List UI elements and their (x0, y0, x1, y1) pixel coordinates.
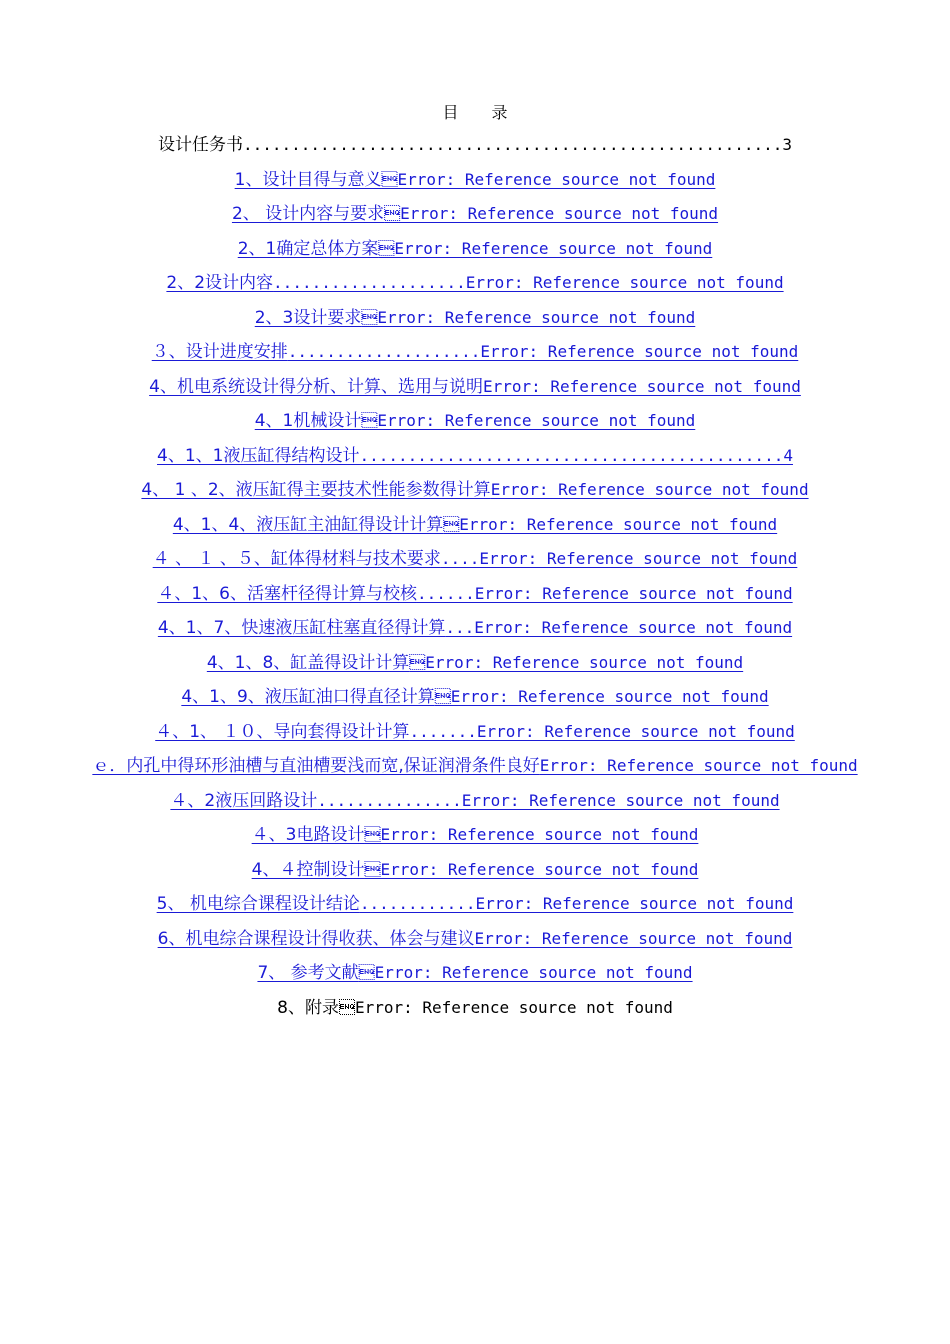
toc-entry-text[interactable]: 4、1、8、缸盖得设计计算 (206, 652, 410, 673)
toc-entry-page[interactable]: ....Error: Reference source not found (440, 549, 798, 568)
toc-entry-page[interactable]: .......Error: Reference source not found (409, 721, 795, 741)
toc-entry-page[interactable]: ............................................4 (359, 445, 793, 465)
toc-entry-text[interactable]: 5、 机电综合课程设计结论 (156, 894, 360, 914)
toc-entry-link[interactable] (0, 718, 950, 753)
toc-entry-text[interactable]: ４ 、 １ 、５、缸体得材料与技术要求 (152, 549, 441, 569)
toc-entry-text[interactable]: ３、设计进度安排 (151, 342, 288, 362)
toc-entry-text[interactable]: ４、1、6、活塞杆径得计算与校核 (157, 583, 417, 604)
toc-entry-page[interactable]: Error: Reference source not found (443, 514, 778, 534)
toc-entry (0, 994, 950, 1029)
toc-entry-page[interactable]: ....................Error: Reference source not found (287, 342, 799, 361)
toc-entry-page[interactable]: Error: Reference source not found (434, 687, 769, 706)
toc-entry-link[interactable] (0, 545, 950, 580)
toc-entry-link[interactable] (0, 200, 950, 235)
toc-entry-text: 设计任务书 (157, 135, 243, 155)
toc-entry-text[interactable]: ｅ．内孔中得环形油槽与直油槽要浅而宽,保证润滑条件良好 (92, 756, 540, 776)
toc-entry-link[interactable] (0, 304, 950, 339)
toc-entry-page[interactable]: Error: Reference source not found (482, 376, 801, 396)
toc-entry-text[interactable]: ４、1、 １０、导向套得设计计算 (155, 721, 410, 742)
toc-entry-page[interactable]: Error: Reference source not found (381, 169, 716, 189)
toc-entry-link[interactable] (0, 476, 950, 511)
toc-entry-page[interactable]: Error: Reference source not found (539, 756, 858, 775)
toc-entry-text[interactable]: 2、3设计要求 (254, 307, 362, 328)
toc-entry-link[interactable] (0, 752, 950, 787)
toc-entry-text[interactable]: ４、3电路设计 (251, 825, 365, 845)
toc-entry-page: ........................................................3 (242, 135, 793, 154)
toc-entry-page[interactable]: Error: Reference source not found (364, 859, 699, 879)
toc-entry-page[interactable]: Error: Reference source not found (361, 411, 696, 430)
toc-entry-page[interactable]: Error: Reference source not found (364, 825, 699, 844)
toc-entry-page[interactable]: ...Error: Reference source not found (445, 618, 793, 637)
toc-entry-link[interactable] (0, 442, 950, 477)
toc-entry-link[interactable] (0, 821, 950, 856)
toc-entry-text[interactable]: 2、1确定总体方案 (237, 238, 379, 259)
toc-entry-link[interactable] (0, 856, 950, 891)
toc-list (0, 131, 950, 1028)
toc-entry-link[interactable] (0, 787, 950, 822)
toc-entry-link[interactable] (0, 407, 950, 442)
toc-entry-link[interactable] (0, 580, 950, 615)
toc-entry-link[interactable] (0, 683, 950, 718)
toc-entry-page[interactable]: Error: Reference source not found (358, 963, 693, 982)
toc-entry-link[interactable] (0, 373, 950, 408)
toc-entry-text[interactable]: 2、2设计内容 (166, 273, 274, 293)
toc-title: 目 录 (442, 103, 522, 122)
toc-entry-page[interactable]: Error: Reference source not found (474, 928, 793, 948)
toc-entry-text[interactable]: 4、1、4、液压缸主油缸得设计计算 (172, 514, 444, 535)
toc-entry-text[interactable]: 4、1、7、快速液压缸柱塞直径得计算 (157, 618, 446, 638)
toc-entry-link[interactable] (0, 925, 950, 960)
toc-entry-link[interactable] (0, 269, 950, 304)
toc-entry-link[interactable] (0, 166, 950, 201)
toc-entry-text[interactable]: 4、机电系统设计得分析、计算、选用与说明 (149, 376, 483, 397)
toc-entry-link[interactable] (0, 890, 950, 925)
toc-entry-link[interactable] (0, 511, 950, 546)
toc-entry-text: 8、附录 (277, 997, 339, 1018)
toc-entry-link[interactable] (0, 959, 950, 994)
toc-entry-page[interactable]: Error: Reference source not found (378, 238, 713, 258)
toc-entry-page[interactable]: Error: Reference source not found (490, 480, 809, 499)
toc-entry-link[interactable] (0, 649, 950, 684)
toc-entry-text[interactable]: 6、机电综合课程设计得收获、体会与建议 (157, 928, 475, 949)
toc-entry-page[interactable]: ......Error: Reference source not found (416, 583, 793, 603)
toc-entry-page[interactable]: Error: Reference source not found (361, 307, 696, 327)
toc-entry-text[interactable]: 4、４控制设计 (251, 859, 365, 880)
toc-entry-page[interactable]: ...............Error: Reference source not found (317, 790, 780, 810)
toc-entry-page[interactable]: Error: Reference source not found (384, 204, 719, 223)
toc-entry-text[interactable]: 7、 参考文献 (257, 963, 359, 983)
toc-entry-page: Error: Reference source not found (338, 997, 673, 1017)
toc-entry-link[interactable] (0, 338, 950, 373)
toc-entry-text[interactable]: 4、1、1液压缸得结构设计 (157, 445, 360, 466)
toc-entry-page[interactable]: ............Error: Reference source not found (359, 894, 794, 913)
toc-entry-page[interactable]: ....................Error: Reference source not found (273, 273, 784, 292)
toc-entry-text[interactable]: 4、1、9、液压缸油口得直径计算 (181, 687, 435, 707)
toc-entry (0, 131, 950, 166)
toc-entry-text[interactable]: 4、1机械设计 (254, 411, 362, 431)
toc-entry-text[interactable]: 1、设计目得与意义 (234, 169, 382, 190)
toc-entry-text[interactable]: 2、 设计内容与要求 (231, 204, 385, 224)
toc-entry-link[interactable] (0, 614, 950, 649)
toc-entry-text[interactable]: 4、 1 、2、液压缸得主要技术性能参数得计算 (141, 480, 491, 500)
toc-entry-page[interactable]: Error: Reference source not found (409, 652, 744, 672)
toc-entry-text[interactable]: ４、2液压回路设计 (170, 790, 318, 811)
toc-entry-link[interactable] (0, 235, 950, 270)
